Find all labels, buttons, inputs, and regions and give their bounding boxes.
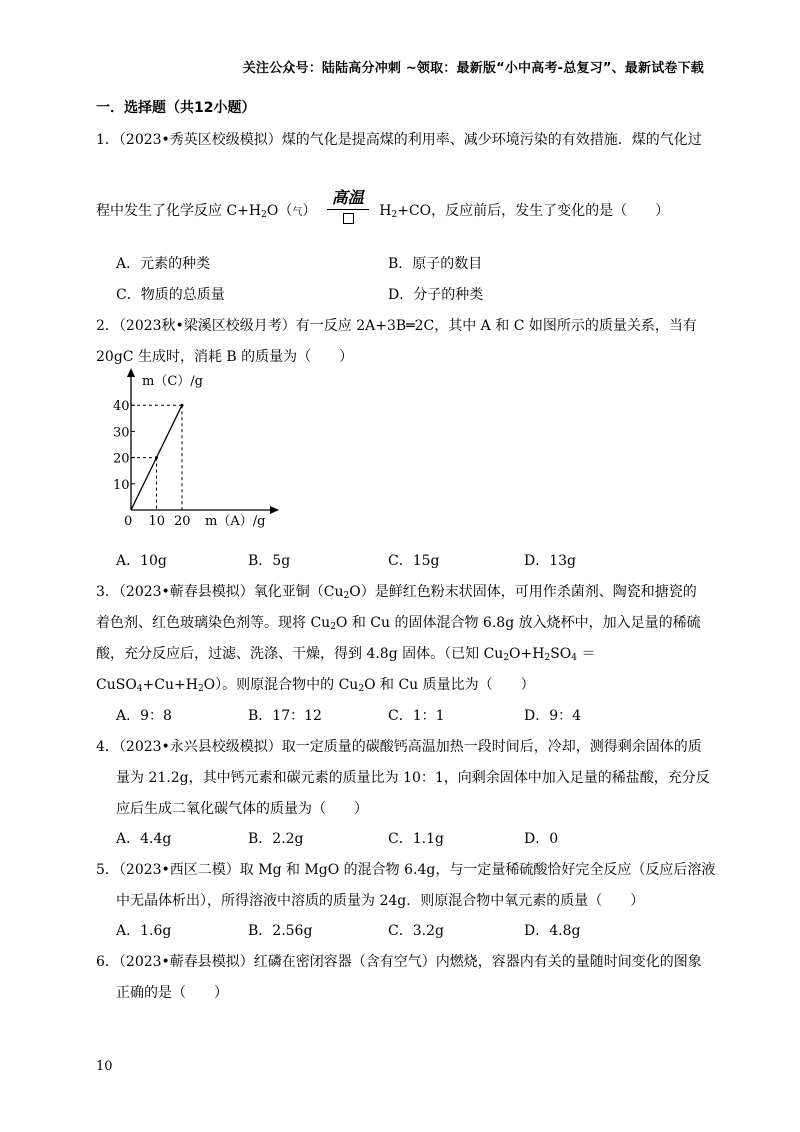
q1-option-c[interactable]: C．物质的总质量: [116, 287, 225, 303]
q4-line2: 量为 21.2g，其中钙元素和碳元素的质量比为 10：1，向剩余固体中加入足量的稀盐酸，充分反: [116, 770, 710, 786]
q1-line2: 程中发生了化学反应 $C+H_2O$（气） 高温 $H_2+CO$，反应前后，发生了变化的是（ ）: [96, 191, 669, 231]
q1-option-d[interactable]: D．分子的种类: [388, 287, 484, 303]
q1-line1: 1．（2023•秀英区校级模拟）煤的气化是提高煤的利用率、减少环境污染的有效措施．煤的气化过: [96, 132, 702, 148]
page-number: 10: [96, 1059, 113, 1074]
q2-option-c[interactable]: C．15g: [388, 553, 440, 569]
q3-line1: 3．（2023•蕲春县模拟）氧化亚铜$(Cu_2O)$是鲜红色粉末状固体，可用作杀菌剂、陶瓷和搪瓷的: [96, 584, 697, 601]
origin-label: 0: [124, 514, 133, 529]
y-axis-label: m（C）/g: [142, 374, 203, 389]
q3-line4: $CuSO_4+Cu+H_2O$）。则原混合物中的 $Cu_2O$ 和 Cu 质量比为（ ）: [96, 677, 535, 694]
data-point-20: [181, 404, 184, 407]
q5-option-b[interactable]: B．2.56g: [248, 923, 313, 939]
x-axis-label: m（A）/g: [205, 514, 266, 529]
y-tick-label-10: 10: [113, 477, 130, 493]
q3-option-a[interactable]: A．9：8: [116, 708, 172, 724]
q1-option-b[interactable]: B．原子的数目: [388, 256, 483, 272]
q3-option-b[interactable]: B．17：12: [248, 708, 322, 724]
q5-line1: 5．（2023•西区二模）取 Mg 和 MgO 的混合物 6.4g，与一定量稀硫酸恰好完全反应（反应后溶液: [96, 862, 716, 878]
page-header: 关注公众号：陆陆高分冲刺 ~领取：最新版“小中高考-总复习”、最新试卷下载: [242, 61, 704, 76]
q5-line2: 中无晶体析出），所得溶液中溶质的质量为 24g．则原混合物中氧元素的质量（ ）: [116, 893, 645, 909]
q2-option-d[interactable]: D．13g: [524, 553, 577, 569]
q1-option-a[interactable]: A．元素的种类: [116, 256, 211, 272]
q4-option-d[interactable]: D．0: [524, 831, 559, 847]
x-tick-label-20: 20: [174, 514, 191, 529]
q2-option-a[interactable]: A．10g: [116, 553, 167, 569]
q2-line1: 2．（2023秋•梁溪区校级月考）有一反应 2A+3B═2C，其中 A 和 C 如图所示的质量关系，当有: [96, 318, 697, 334]
q4-option-b[interactable]: B．2.2g: [248, 831, 304, 847]
box-icon: [343, 213, 354, 224]
q5-option-d[interactable]: D．4.8g: [524, 923, 581, 939]
x-tick-label-10: 10: [148, 514, 166, 529]
data-point-10: [155, 456, 158, 459]
y-tick-label-30: 30: [113, 425, 130, 441]
q2-option-b[interactable]: B．5g: [248, 553, 291, 569]
q5-option-a[interactable]: A．1.6g: [116, 923, 172, 939]
y-axis-arrow: [127, 368, 135, 377]
q4-line3: 应后生成二氧化碳气体的质量为（ ）: [116, 801, 368, 817]
q5-option-c[interactable]: C．3.2g: [388, 923, 444, 939]
q3-line2: 着色剂、红色玻璃染色剂等。现将 $Cu_2O$ 和 Cu 的固体混合物 6.8g 放入烧杯中，加入足量的稀硫: [96, 615, 701, 632]
reaction-condition: 高温: [327, 185, 369, 225]
q4-option-a[interactable]: A．4.4g: [116, 831, 172, 847]
q6-line2: 正确的是（ ）: [116, 985, 228, 1001]
q6-line1: 6．（2023•蕲春县模拟）红磷在密闭容器（含有空气）内燃烧，容器内有关的量随时间变化的图象: [96, 954, 702, 970]
q4-line1: 4．（2023•永兴县校级模拟）取一定质量的碳酸钙高温加热一段时间后，冷却，测得剩余固体的质: [96, 739, 702, 755]
q2-chart: [108, 365, 298, 535]
section-title: 一．选择题（共12小题）: [96, 100, 256, 116]
q3-option-d[interactable]: D．9：4: [524, 708, 582, 724]
x-axis-arrow: [270, 506, 279, 514]
q3-line3: 酸，充分反应后，过滤、洗涤、干燥，得到 4.8g 固体。（已知 $Cu_2O+H_2SO_4$ ＝: [96, 646, 596, 663]
y-tick-label-20: 20: [113, 451, 130, 467]
q2-line2: 20gC 生成时，消耗 B 的质量为（ ）: [96, 349, 354, 365]
q4-option-c[interactable]: C．1.1g: [388, 831, 444, 847]
y-tick-label-40: 40: [113, 399, 130, 415]
q3-option-c[interactable]: C．1：1: [388, 708, 445, 724]
